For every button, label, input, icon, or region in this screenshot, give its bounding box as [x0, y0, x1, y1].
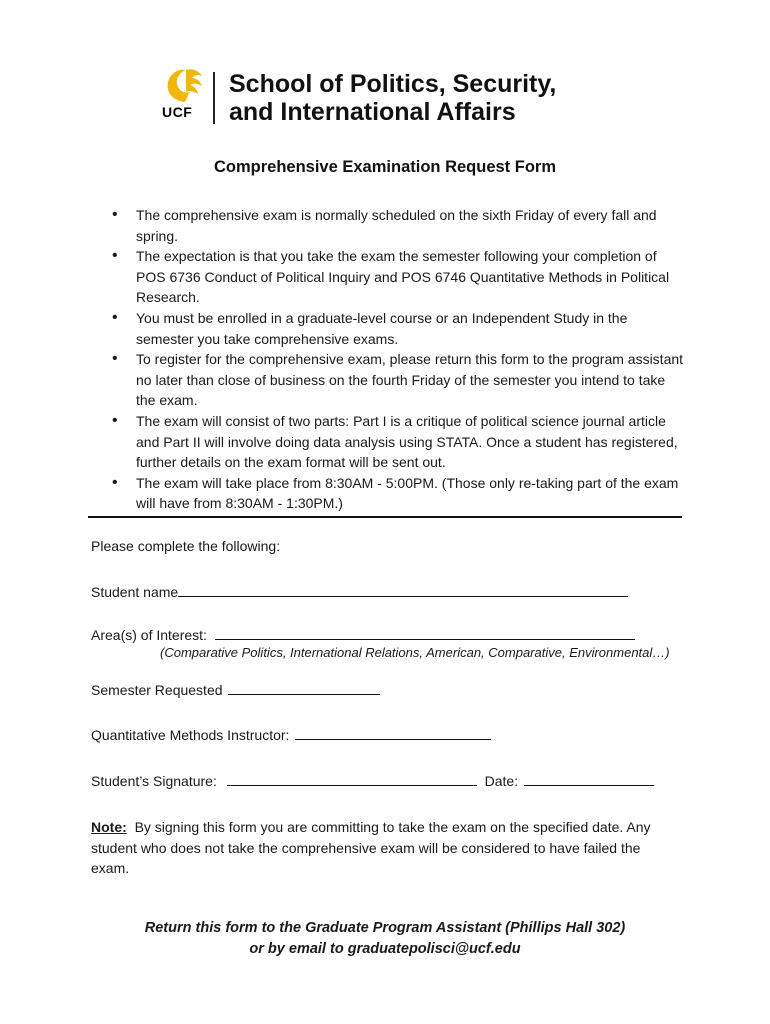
logo-divider [213, 72, 215, 124]
semester-row [91, 680, 380, 698]
note-text: By signing this form you are committing to take the exam on the specified date. Any student who does not take the comprehensive exam will be considered to have failed the exam. [91, 819, 651, 877]
form-intro: Please complete the following: [91, 538, 281, 554]
student-name-row [91, 582, 628, 600]
list-item: • The exam will consist of two parts: Part I is a critique of political science journal article and Part II will involve doing data analysis using STATA. Once a student has registered, further details on the exam format will be sent out. [108, 411, 684, 473]
instructions-list [108, 205, 684, 514]
section-divider [88, 516, 682, 518]
return-instructions [0, 918, 770, 960]
student-name-label: Student name [91, 584, 179, 600]
signature-field[interactable] [227, 771, 477, 786]
list-item: • The exam will take place from 8:30AM - 5:00PM. (Those only re-taking part of the exam will have from 8:30AM - 1:30PM.) [108, 473, 684, 514]
instructor-field[interactable] [295, 725, 491, 740]
interest-hint: (Comparative Politics, International Relations, American, Comparative, Environmental…) [160, 645, 670, 660]
signature-label: Student’s Signature: [91, 773, 217, 789]
date-field[interactable] [524, 771, 654, 786]
note-paragraph [91, 817, 681, 879]
signature-row [91, 771, 654, 789]
return-line-1: Return this form to the Graduate Program Assistant (Phillips Hall 302) [144, 920, 626, 936]
instructor-row [91, 725, 491, 743]
date-label: Date: [484, 773, 519, 789]
student-name-field[interactable] [178, 582, 628, 597]
school-name-line-2: and International Affairs [229, 98, 516, 126]
page-title: Comprehensive Examination Request Form [214, 158, 556, 176]
interest-field[interactable] [215, 625, 635, 640]
semester-label: Semester Requested [91, 682, 223, 698]
semester-field[interactable] [228, 680, 380, 695]
school-name-line-1: School of Politics, Security, [229, 70, 557, 98]
interest-label: Area(s) of Interest: [91, 627, 207, 643]
school-name [229, 70, 556, 126]
ucf-logo-text: UCF [162, 104, 193, 120]
return-line-2: or by email to graduatepolisci@ucf.edu [249, 941, 521, 957]
list-item: • The expectation is that you take the exam the semester following your completion of POS 6736 Conduct of Political Inquiry and POS 6746 Quantitative Methods in Political Research. [108, 246, 684, 308]
note-label: Note: [91, 819, 127, 835]
list-item: • You must be enrolled in a graduate-level course or an Independent Study in the semester you take comprehensive exams. [108, 308, 684, 349]
instructor-label: Quantitative Methods Instructor: [91, 727, 290, 743]
interest-row [91, 625, 635, 643]
list-item: • To register for the comprehensive exam, please return this form to the program assistant no later than close of business on the fourth Friday of the semester you intend to take the exam. [108, 349, 684, 411]
list-item: • The comprehensive exam is normally scheduled on the sixth Friday of every fall and spring. [108, 205, 684, 246]
